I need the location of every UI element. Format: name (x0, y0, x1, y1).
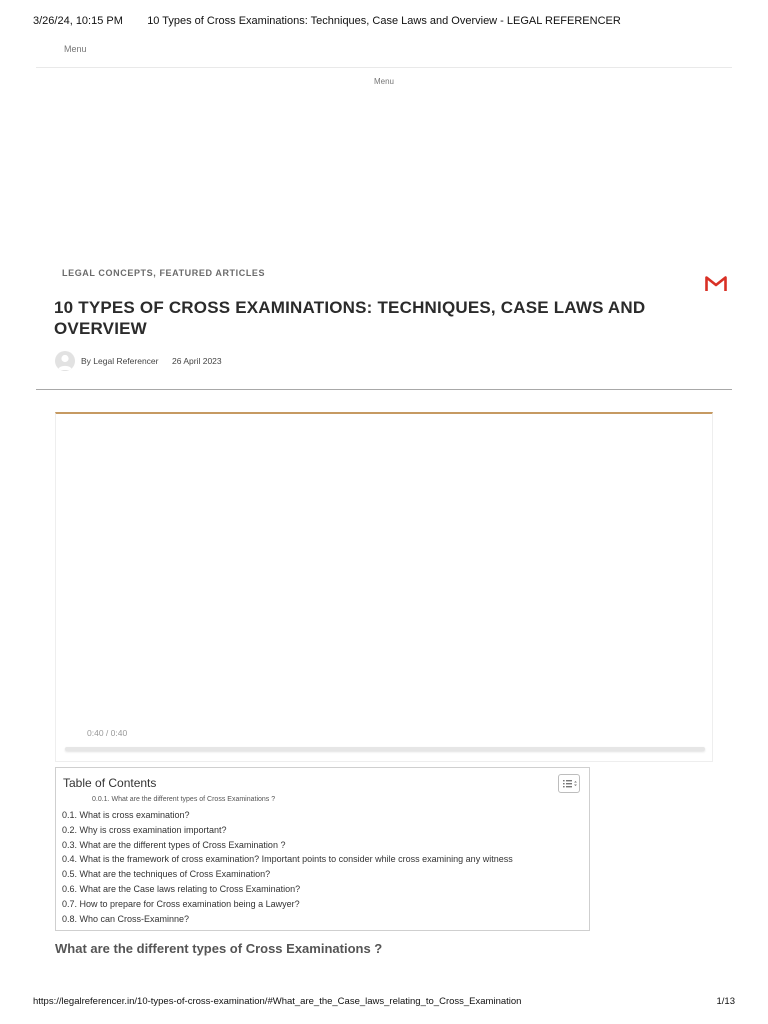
print-header (0, 15, 768, 31)
toc-item[interactable]: 0.5. What are the techniques of Cross Examination? (62, 869, 271, 880)
section-heading: What are the different types of Cross Examinations ? (55, 941, 383, 956)
menu-link-center[interactable]: Menu (373, 77, 394, 86)
byline-divider (36, 389, 732, 390)
article-title: 10 TYPES OF CROSS EXAMINATIONS: TECHNIQUES, CASE LAWS AND OVERVIEW (54, 298, 646, 338)
article-author[interactable]: By Legal Referencer (81, 356, 159, 366)
gmail-icon[interactable] (705, 276, 727, 292)
toc-sub-item[interactable]: 0.0.1. What are the different types of Cross Examinations ? (92, 796, 276, 803)
header-divider (36, 67, 732, 68)
article-categories[interactable]: LEGAL CONCEPTS, FEATURED ARTICLES (62, 268, 266, 278)
table-of-contents (55, 767, 590, 931)
article-date: 26 April 2023 (172, 356, 222, 366)
print-page-count: 1/13 (716, 996, 735, 1007)
toc-item[interactable]: 0.4. What is the framework of cross examination? Important points to consider while cross examining any witness (62, 854, 513, 865)
list-toggle-icon[interactable] (558, 774, 580, 793)
toc-item[interactable]: 0.6. What are the Case laws relating to Cross Examination? (62, 883, 301, 894)
toc-title: Table of Contents (63, 776, 157, 790)
print-footer (0, 996, 768, 1010)
print-document-title: 10 Types of Cross Examinations: Techniques, Case Laws and Overview - LEGAL REFERENCER (147, 15, 621, 27)
toc-item[interactable]: 0.8. Who can Cross-Examinne? (62, 913, 190, 924)
toc-item[interactable]: 0.1. What is cross examination? (62, 810, 190, 820)
toc-item[interactable]: 0.2. Why is cross examination important? (62, 824, 227, 835)
menu-link-top[interactable]: Menu (64, 44, 87, 54)
toc-list (62, 808, 513, 926)
video-player[interactable] (55, 412, 713, 762)
toc-item[interactable]: 0.7. How to prepare for Cross examination being a Lawyer? (62, 898, 300, 909)
video-progress-bar[interactable] (65, 747, 705, 751)
video-time: 0:40 / 0:40 (87, 728, 128, 738)
print-url: https://legalreferencer.in/10-types-of-cross-examination/#What_are_the_Case_laws_relating_to_Cross_Examination (33, 996, 522, 1007)
toc-item[interactable]: 0.3. What are the different types of Cross Examination ? (62, 839, 286, 850)
user-avatar-icon (55, 351, 75, 371)
print-datetime: 3/26/24, 10:15 PM (33, 15, 123, 27)
